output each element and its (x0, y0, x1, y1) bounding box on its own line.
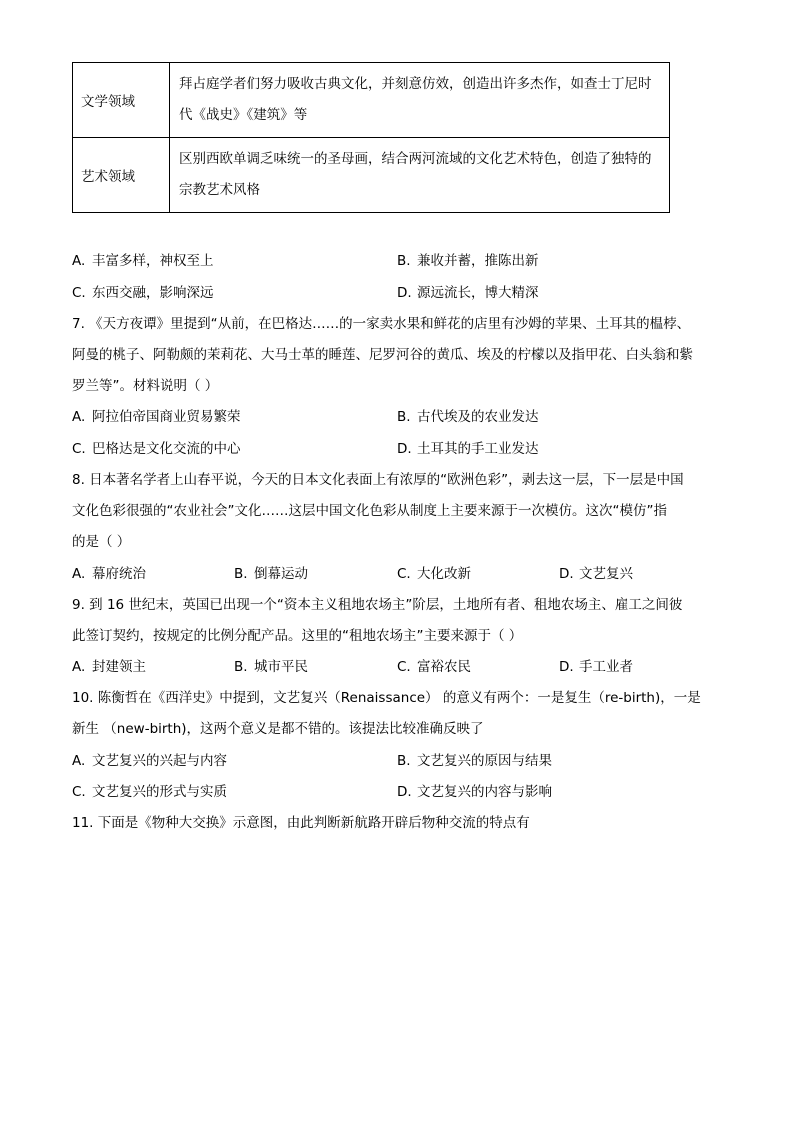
option-d: D. 源远流长，博大精深 (397, 285, 539, 301)
question-7-line: 罗兰等”。材料说明（ ） (72, 378, 219, 394)
question-9-line: 9. 到 16 世纪末，英国已出现一个“资本主义租地农场主”阶层，土地所有者、租地农场主、雇工之间彼 (72, 597, 683, 613)
option-a: A. 丰富多样，神权至上 (72, 253, 214, 269)
option-d: D. 文艺复兴的内容与影响 (397, 784, 552, 800)
option-a: A. 封建领主 (72, 659, 146, 675)
question-10-line: 新生 （new-birth)，这两个意义是都不错的。该提法比较准确反映了 (72, 721, 484, 737)
option-c: C. 巴格达是文化交流的中心 (72, 441, 241, 457)
question-7-line: 7. 《天方夜谭》里提到“从前，在巴格达……的一家卖水果和鲜花的店里有沙姆的苹果、土耳其的榅桲、 (72, 316, 691, 332)
question-7-line: 阿曼的桃子、阿勒颇的茉莉花、大马士革的睡莲、尼罗河谷的黄瓜、埃及的柠檬以及指甲花、白头翁和紫 (72, 347, 693, 363)
option-d: D. 文艺复兴 (559, 566, 633, 582)
culture-table (72, 62, 670, 213)
question-11-line: 11. 下面是《物种大交换》示意图，由此判断新航路开辟后物种交流的特点有 (72, 815, 530, 831)
option-d: D. 手工业者 (559, 659, 633, 675)
table-cell-desc (170, 138, 670, 213)
option-b: B. 文艺复兴的原因与结果 (397, 753, 552, 769)
option-a: A. 幕府统治 (72, 566, 146, 582)
desc-line: 区别西欧单调乏味统一的圣母画，结合两河流域的文化艺术特色，创造了独特的 (179, 151, 652, 167)
table-cell-field: 文学领域 (73, 63, 170, 138)
option-a: A. 文艺复兴的兴起与内容 (72, 753, 227, 769)
option-b: B. 古代埃及的农业发达 (397, 409, 539, 425)
desc-line: 代《战史》《建筑》等 (179, 107, 308, 123)
question-10-line: 10. 陈衡哲在《西洋史》中提到，文艺复兴（Renaissance） 的意义有两个：一是复生（re-birth)，一是 (72, 690, 701, 706)
desc-line: 宗教艺术风格 (179, 182, 260, 198)
question-8-line: 文化色彩很强的“农业社会”文化……这层中国文化色彩从制度上主要来源于一次模仿。这次“模仿”指 (72, 503, 667, 519)
question-8-line: 的是（ ） (72, 534, 131, 550)
option-b: B. 倒幕运动 (234, 566, 308, 582)
question-8-line: 8. 日本著名学者上山春平说，今天的日本文化表面上有浓厚的“欧洲色彩”，剥去这一层，下一层是中国 (72, 472, 684, 488)
option-b: B. 兼收并蓄，推陈出新 (397, 253, 539, 269)
option-a: A. 阿拉伯帝国商业贸易繁荣 (72, 409, 241, 425)
question-9-line: 此签订契约，按规定的比例分配产品。这里的“租地农场主”主要来源于（ ） (72, 628, 523, 644)
option-b: B. 城市平民 (234, 659, 308, 675)
option-c: C. 大化改新 (397, 566, 471, 582)
option-d: D. 土耳其的手工业发达 (397, 441, 539, 457)
table-row (73, 138, 670, 213)
table-cell-field: 艺术领域 (73, 138, 170, 213)
desc-line: 拜占庭学者们努力吸收古典文化，并刻意仿效，创造出许多杰作，如查士丁尼时 (179, 76, 652, 92)
option-c: C. 富裕农民 (397, 659, 471, 675)
table-row (73, 63, 670, 138)
option-c: C. 东西交融，影响深远 (72, 285, 214, 301)
option-c: C. 文艺复兴的形式与实质 (72, 784, 227, 800)
table-cell-desc (170, 63, 670, 138)
